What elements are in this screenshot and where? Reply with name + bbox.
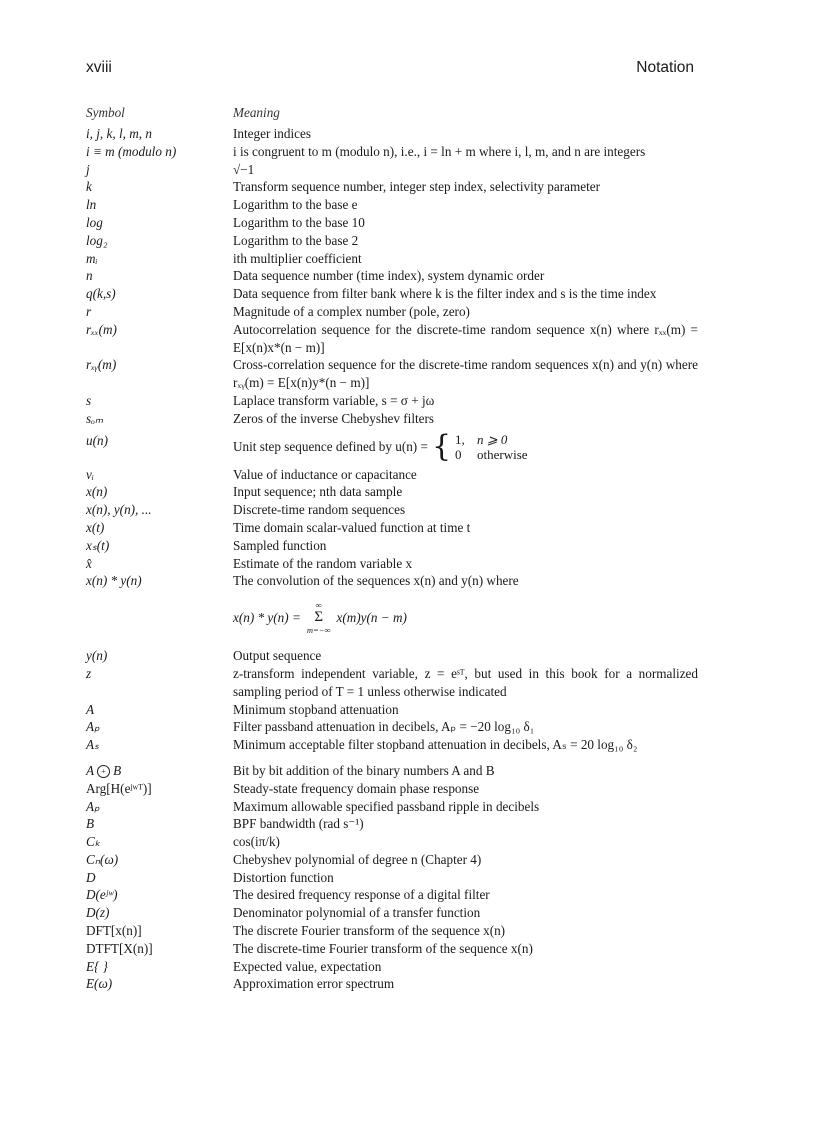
entry-symbol: D (86, 869, 96, 885)
entry-meaning: Data sequence from filter bank where k is the filter index and s is the time index (233, 286, 657, 302)
entry-meaning: Filter passband attenuation in decibels, Aₚ = −20 log₁₀ δ₁ (233, 719, 535, 735)
entry-symbol: D(z) (86, 905, 110, 921)
entry-meaning: Magnitude of a complex number (pole, zero) (233, 303, 470, 319)
entry-meaning (233, 428, 698, 464)
sigma-glyph: Σ (314, 609, 324, 626)
notation-table (86, 125, 698, 993)
notation-entry (86, 922, 698, 940)
entry-symbol: Cₙ(ω) (86, 851, 119, 867)
case-condition: otherwise (477, 446, 528, 462)
notation-entry (86, 736, 698, 754)
entry-symbol: s (86, 392, 92, 408)
summation-symbol (307, 600, 331, 635)
entry-symbol: Arg[H(eʲʷᵀ)] (86, 780, 152, 796)
entry-group-4 (86, 780, 698, 994)
entry-meaning: Maximum allowable specified passband ripple in decibels (233, 798, 540, 814)
entry-meaning: Estimate of the random variable x (233, 555, 413, 571)
notation-entry (86, 815, 698, 833)
entry-symbol: mᵢ (86, 250, 98, 266)
entry-symbol: log (86, 214, 103, 230)
entry-meaning: Logarithm to the base 2 (233, 232, 359, 248)
entry-meaning: Bit by bit addition of the binary numbers A and B (233, 762, 495, 778)
entry-meaning: cos(iπ/k) (233, 834, 280, 850)
entry-meaning: z-transform independent variable, z = eˢᵀ, but used in this book for a normalized sampling period of T = 1 unless otherwise indicated (233, 665, 698, 699)
entry-group-2 (86, 466, 698, 591)
entry-symbol: x(n) * y(n) (86, 573, 142, 589)
notation-entry (86, 647, 698, 665)
entry-meaning: Minimum stopband attenuation (233, 701, 399, 717)
notation-entry (86, 940, 698, 958)
notation-entry (86, 410, 698, 428)
convolution-lhs: x(n) * y(n) = (233, 609, 301, 625)
notation-entry (86, 303, 698, 321)
entry-symbol: x(n) (86, 484, 108, 500)
entry-symbol: i, j, k, l, m, n (86, 126, 152, 141)
entry-meaning: Approximation error spectrum (233, 976, 395, 992)
notation-entry (86, 833, 698, 851)
entry-symbol: q(k,s) (86, 286, 116, 302)
entry-meaning: Chebyshev polynomial of degree n (Chapter 4) (233, 851, 482, 867)
entry-symbol: z (86, 665, 92, 681)
notation-entry (86, 780, 698, 798)
sum-upper-limit: ∞ (315, 600, 322, 611)
entry-meaning: Steady-state frequency domain phase response (233, 780, 480, 796)
entry-meaning: Output sequence (233, 648, 322, 664)
entry-symbol: Aₚ (86, 798, 100, 814)
notation-entry (86, 501, 698, 519)
page-number: xviii (86, 59, 112, 76)
unit-step-cases (455, 432, 528, 462)
entry-meaning: Transform sequence number, integer step index, selectivity parameter (233, 179, 601, 195)
entry-meaning: Minimum acceptable filter stopband attenuation in decibels, Aₛ = 20 log₁₀ δ₂ (233, 737, 638, 753)
entry-symbol: log₂ (86, 232, 108, 248)
notation-entry (86, 572, 698, 590)
notation-entry (86, 519, 698, 537)
notation-entry (86, 285, 698, 303)
notation-entry (86, 483, 698, 501)
convolution-equation (86, 600, 698, 635)
notation-entry (86, 178, 698, 196)
notation-entry (86, 851, 698, 869)
entry-meaning: √−1 (233, 161, 255, 177)
entry-meaning: The discrete-time Fourier transform of the sequence x(n) (233, 940, 533, 956)
meaning-column-header: Meaning (233, 105, 280, 120)
page-header (86, 59, 694, 81)
unit-step-definition: Unit step sequence defined by u(n) = (233, 438, 428, 454)
entry-meaning: Laplace transform variable, s = σ + jω (233, 392, 435, 408)
entry-meaning: ith multiplier coefficient (233, 250, 362, 266)
entry-meaning: Zeros of the inverse Chebyshev filters (233, 410, 435, 426)
entry-symbol: B (86, 816, 95, 832)
entry-symbol: rₓᵧ(m) (86, 357, 117, 373)
entry-symbol: ln (86, 197, 97, 213)
entry-meaning: Expected value, expectation (233, 958, 382, 974)
entry-symbol: A (86, 701, 95, 717)
notation-entry (86, 975, 698, 993)
entry-symbol: E{ } (86, 958, 108, 974)
entry-symbol: A + B (86, 762, 122, 778)
entry-meaning: Autocorrelation sequence for the discrete-time random sequence x(n) where rₓₓ(m) = E[x(n)x*(n − m)] (233, 321, 698, 355)
notation-entry (86, 798, 698, 816)
notation-entry (86, 267, 698, 285)
entry-meaning: Integer indices (233, 126, 311, 141)
unit-step-entry (86, 428, 698, 464)
entry-symbol: j (86, 161, 90, 177)
notation-entry (86, 356, 698, 392)
entry-meaning: Value of inductance or capacitance (233, 466, 417, 482)
entry-meaning: Data sequence number (time index), system dynamic order (233, 268, 545, 284)
notation-entry (86, 250, 698, 268)
notation-entry (86, 537, 698, 555)
entry-symbol: DTFT[X(n)] (86, 940, 153, 956)
entry-meaning: i is congruent to m (modulo n), i.e., i = ln + m where i, l, m, and n are integers (233, 143, 646, 159)
entry-group-1 (86, 125, 698, 428)
entry-meaning: Logarithm to the base e (233, 197, 358, 213)
notation-entry (86, 886, 698, 904)
entry-symbol: k (86, 179, 92, 195)
entry-symbol: n (86, 268, 93, 284)
entry-symbol: x(t) (86, 519, 105, 535)
bitwise-entry (86, 762, 698, 780)
entry-symbol: E(ω) (86, 976, 113, 992)
entry-symbol: Aₛ (86, 737, 99, 753)
notation-entry (86, 196, 698, 214)
section-title: Notation (636, 59, 694, 76)
entry-meaning: Time domain scalar-valued function at time t (233, 519, 471, 535)
notation-entry (86, 869, 698, 887)
entry-symbol: Cₖ (86, 834, 101, 850)
entry-symbol: sₒₘ (86, 410, 104, 426)
notation-entry (86, 125, 698, 143)
entry-meaning: The convolution of the sequences x(n) and y(n) where (233, 573, 519, 589)
case-condition: n ⩾ 0 (477, 431, 508, 447)
entry-symbol: i ≡ m (modulo n) (86, 143, 177, 159)
notation-entry (86, 392, 698, 410)
notation-entry (86, 701, 698, 719)
entry-symbol: rₓₓ(m) (86, 321, 117, 337)
entry-symbol: D(eʲʷ) (86, 887, 118, 903)
notation-entry (86, 214, 698, 232)
entry-meaning: Discrete-time random sequences (233, 502, 406, 518)
notation-entry (86, 958, 698, 976)
symbol-column-header: Symbol (86, 105, 125, 120)
notation-entry (86, 718, 698, 736)
entry-meaning: Denominator polynomial of a transfer function (233, 905, 481, 921)
entry-symbol: r (86, 303, 92, 319)
entry-symbol: Aₚ (86, 719, 100, 735)
entry-meaning: The discrete Fourier transform of the sequence x(n) (233, 923, 506, 939)
oplus-glyph: + (97, 765, 110, 778)
entry-group-3 (86, 647, 698, 754)
entry-meaning: The desired frequency response of a digital filter (233, 887, 490, 903)
case-value: 1, (455, 431, 465, 447)
brace-glyph: { (431, 428, 452, 464)
entry-symbol: vᵢ (86, 466, 94, 482)
entry-symbol: xₛ(t) (86, 537, 110, 553)
notation-entry (86, 466, 698, 484)
entry-meaning: Cross-correlation sequence for the discrete-time random sequences x(n) and y(n) where rₓᵧ(m) = E[x(n)y*(n − m)] (233, 357, 698, 391)
case-value: 0 (455, 446, 462, 462)
entry-symbol: y(n) (86, 648, 108, 664)
notation-entry (86, 143, 698, 161)
entry-symbol: u(n) (86, 432, 108, 448)
notation-entry (86, 321, 698, 357)
sum-lower-limit: m=−∞ (306, 625, 331, 636)
notation-entry (86, 161, 698, 179)
convolution-rhs: x(m)y(n − m) (336, 609, 407, 625)
entry-meaning: Logarithm to the base 10 (233, 214, 365, 230)
notation-entry (86, 555, 698, 573)
entry-symbol: DFT[x(n)] (86, 923, 142, 939)
notation-entry (86, 904, 698, 922)
notation-entry (86, 232, 698, 250)
entry-symbol: x(n), y(n), ... (86, 502, 152, 518)
notation-entry (86, 665, 698, 701)
entry-meaning: Distortion function (233, 869, 334, 885)
entry-meaning: BPF bandwidth (rad s⁻¹) (233, 816, 364, 832)
entry-meaning: Input sequence; nth data sample (233, 484, 403, 500)
entry-symbol: x̂ (86, 555, 92, 571)
entry-meaning: Sampled function (233, 537, 327, 553)
